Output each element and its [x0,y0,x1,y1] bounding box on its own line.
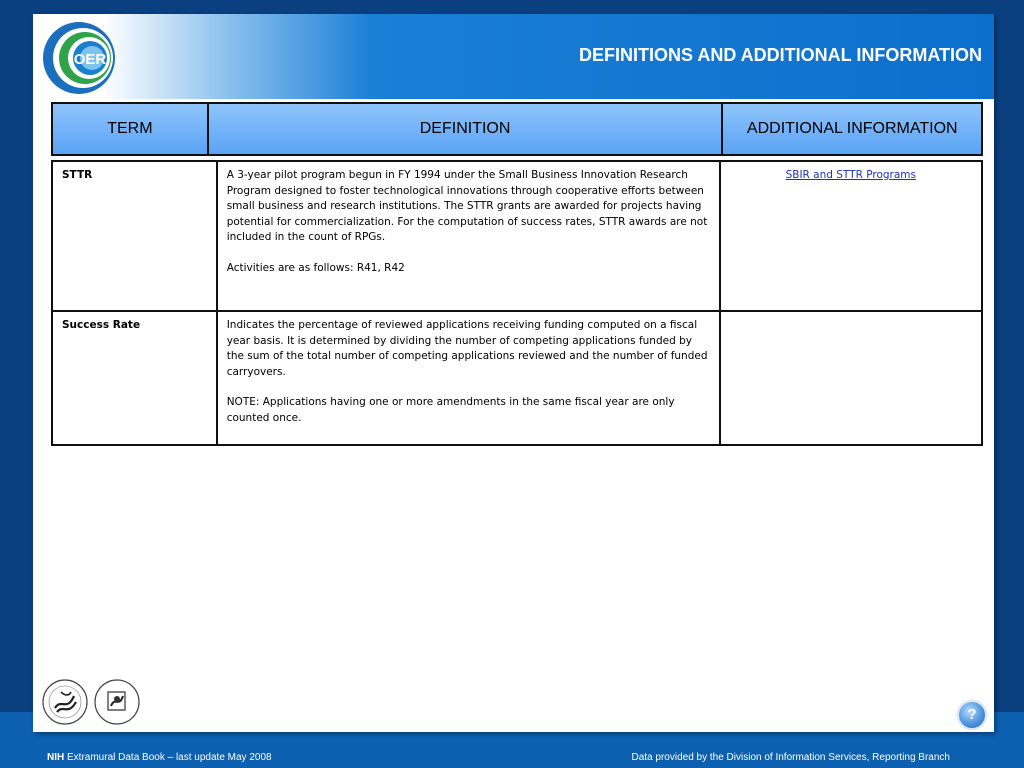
term-cell: Success Rate [52,311,217,445]
table-row [52,311,982,445]
definition-cell [217,161,720,311]
footer-nih-label: NIH [47,752,65,763]
additional-info-cell [720,161,982,311]
table-row [52,161,982,311]
oer-logo-icon [39,18,121,96]
definition-cell [217,311,720,445]
column-header-definition: DEFINITION [208,103,723,155]
slide [33,14,994,732]
footer-left [47,752,272,763]
seals [41,678,141,728]
definitions-table-header [51,102,983,156]
sbir-sttr-programs-link[interactable]: SBIR and STTR Programs [785,169,916,181]
help-button[interactable]: ? [958,701,986,729]
page-title: DEFINITIONS AND ADDITIONAL INFORMATION [579,45,982,65]
footer-right: Data provided by the Division of Information Services, Reporting Branch [631,752,950,763]
additional-info-cell [720,311,982,445]
hhs-seal-icon [43,680,87,724]
definition-paragraph: A 3-year pilot program begun in FY 1994 under the Small Business Innovation Research Program designed to foster technological innovations through cooperative efforts between small business and research institutions. The STTR grants are awarded for projects having potential for commercialization. For the computation of success rates, STTR awards are not included in the count of RPGs. [226,169,708,243]
term-cell: STTR [52,161,217,311]
nih-seal-icon [95,680,139,724]
column-header-additional-information: ADDITIONAL INFORMATION [722,103,982,155]
footer-databook-text: Extramural Data Book – last update May 2008 [67,752,272,763]
column-header-term: TERM [52,103,208,155]
definitions-table [51,160,983,446]
slide-header [33,14,994,99]
definition-paragraph: Activities are as follows: R41, R42 [226,261,405,274]
definition-paragraph: NOTE: Applications having one or more amendments in the same fiscal year are only counted once. [226,396,675,424]
logo-text: OER [73,51,107,68]
definition-paragraph: Indicates the percentage of reviewed applications receiving funding computed on a fiscal year basis. It is determined by dividing the number of competing applications funded by the sum of the total number of competing applications reviewed and the number of funded carryovers. [226,319,708,378]
